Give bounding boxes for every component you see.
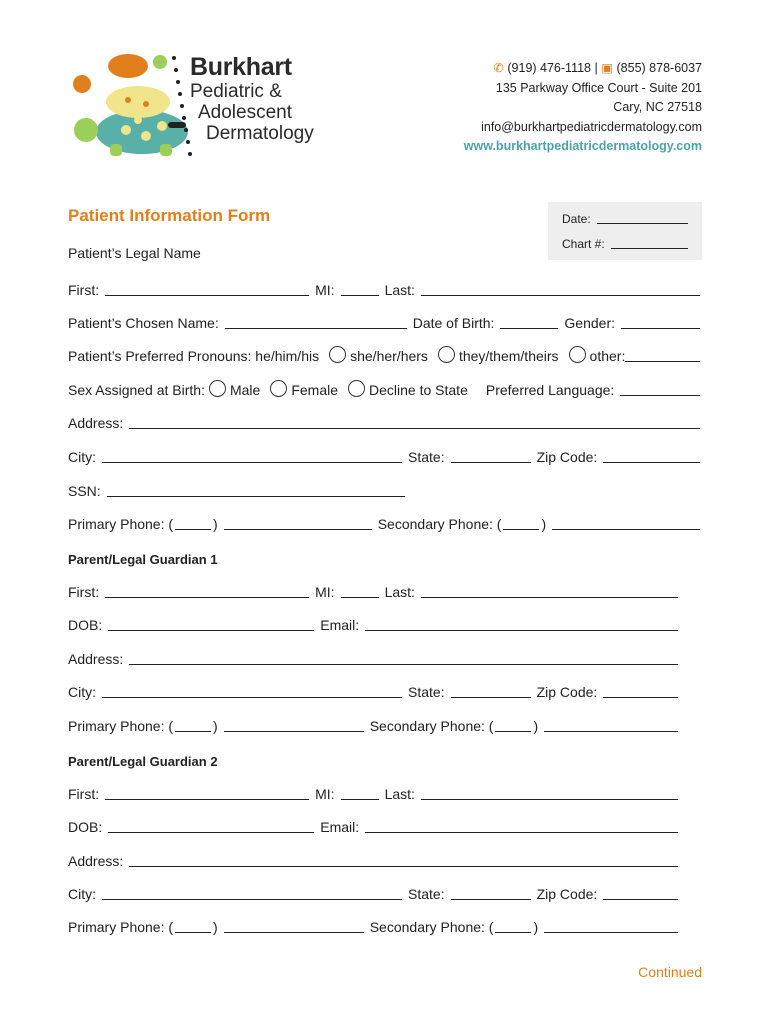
she-her-label: she/her/hers [350, 348, 428, 364]
phone-icon: ✆ [493, 61, 504, 75]
last-label: Last: [384, 282, 415, 298]
email-field[interactable] [365, 818, 678, 833]
email-address: info@burkhartpediatricdermatology.com [481, 119, 702, 134]
guardian-2-heading: Parent/Legal Guardian 2 [68, 754, 218, 769]
last-field[interactable] [421, 785, 678, 800]
date-label: Date: [562, 212, 591, 226]
state-label: State: [408, 684, 445, 700]
first-field[interactable] [105, 281, 309, 296]
last-field[interactable] [421, 281, 700, 296]
brand-name [190, 55, 314, 143]
gender-field[interactable] [621, 314, 700, 329]
language-label: Preferred Language: [485, 382, 615, 398]
female-radio[interactable] [270, 380, 287, 397]
dob-label: DOB: [68, 617, 103, 633]
secondary-phone-label: Secondary Phone: ( [377, 516, 502, 532]
address-row [68, 411, 700, 431]
brand-line-3: Adolescent [198, 102, 293, 123]
dob-label: Date of Birth: [412, 315, 495, 331]
brand-line-2: Pediatric & [190, 81, 282, 102]
guardian-2-name-row [68, 782, 678, 802]
fax-icon: ▣ [601, 61, 614, 75]
address-label: Address: [68, 853, 124, 869]
chosen-name-row [68, 311, 700, 331]
paren-close: ) [213, 516, 218, 532]
primary-phone-label: Primary Phone: ( [68, 919, 174, 935]
zip-field[interactable] [603, 448, 700, 463]
fax-number: (855) 878-6037 [616, 61, 702, 75]
dob-field[interactable] [108, 616, 314, 631]
primary-phone-label: Primary Phone: ( [68, 718, 174, 734]
ssn-field[interactable] [107, 482, 405, 497]
mi-field[interactable] [341, 281, 379, 296]
secondary-phone-field[interactable] [544, 918, 678, 933]
city-field[interactable] [102, 683, 402, 698]
last-label: Last: [384, 584, 415, 600]
first-label: First: [68, 584, 100, 600]
address-field[interactable] [129, 414, 700, 429]
secondary-area-code[interactable] [495, 918, 531, 933]
date-field[interactable] [562, 212, 688, 226]
separator: | [594, 61, 598, 75]
ssn-label: SSN: [68, 483, 101, 499]
email-label: Email: [320, 617, 360, 633]
state-field[interactable] [451, 448, 531, 463]
chosen-name-label: Patient’s Chosen Name: [68, 315, 219, 331]
secondary-area-code[interactable] [503, 515, 539, 530]
first-label: First: [68, 786, 100, 802]
male-radio[interactable] [209, 380, 226, 397]
guardian-2-phone-row [68, 915, 678, 935]
mi-label: MI: [315, 786, 335, 802]
zip-field[interactable] [603, 683, 678, 698]
secondary-phone-field[interactable] [544, 717, 678, 732]
decline-radio[interactable] [348, 380, 365, 397]
zip-field[interactable] [603, 885, 678, 900]
sex-label: Sex Assigned at Birth: [68, 382, 205, 398]
guardian-2-city-row [68, 882, 678, 902]
paren-close: ) [213, 919, 218, 935]
form-title: Patient Information Form [68, 206, 271, 225]
address-line-2: Cary, NC 27518 [613, 100, 702, 114]
last-label: Last: [384, 786, 415, 802]
guardian-2-address-row [68, 849, 678, 869]
guardian-1-city-row [68, 680, 678, 700]
patient-name-row [68, 278, 700, 298]
dob-label: DOB: [68, 819, 103, 835]
male-label: Male [229, 382, 261, 398]
she-her-radio[interactable] [329, 346, 346, 363]
state-label: State: [408, 449, 445, 465]
pronouns-row [68, 344, 700, 364]
mi-field[interactable] [341, 583, 379, 598]
zip-label: Zip Code: [536, 886, 598, 902]
other-pronoun-radio[interactable] [569, 346, 586, 363]
first-field[interactable] [105, 583, 309, 598]
address-field[interactable] [129, 650, 678, 665]
other-pronoun-label: other: [589, 348, 626, 364]
guardian-1-phone-row [68, 714, 678, 734]
address-field[interactable] [129, 852, 678, 867]
email-label: Email: [320, 819, 360, 835]
city-label: City: [68, 886, 96, 902]
brand-line-1: Burkhart [190, 53, 292, 81]
city-label: City: [68, 449, 96, 465]
secondary-phone-label: Secondary Phone: ( [369, 919, 494, 935]
legal-name-heading: Patient’s Legal Name [68, 245, 201, 261]
guardian-1-address-row [68, 647, 678, 667]
phone-number: (919) 476-1118 [507, 61, 591, 75]
primary-area-code[interactable] [175, 918, 211, 933]
zip-label: Zip Code: [536, 449, 598, 465]
email-field[interactable] [365, 616, 678, 631]
primary-phone-field[interactable] [224, 515, 372, 530]
brand-line-4: Dermatology [206, 123, 314, 144]
primary-area-code[interactable] [175, 515, 211, 530]
dob-field[interactable] [108, 818, 314, 833]
mi-label: MI: [315, 584, 335, 600]
paren-close: ) [533, 919, 539, 935]
phone-line [464, 59, 702, 79]
first-label: First: [68, 282, 100, 298]
primary-phone-field[interactable] [224, 717, 364, 732]
decline-label: Decline to State [369, 382, 468, 398]
language-field[interactable] [620, 381, 700, 396]
female-label: Female [291, 382, 339, 398]
chart-number-field[interactable] [562, 237, 688, 251]
dob-field[interactable] [500, 314, 558, 329]
chart-label: Chart #: [562, 237, 605, 251]
guardian-1-name-row [68, 580, 678, 600]
secondary-phone-field[interactable] [552, 515, 700, 530]
state-label: State: [408, 886, 445, 902]
state-field[interactable] [451, 683, 531, 698]
city-row [68, 445, 700, 465]
city-field[interactable] [102, 448, 402, 463]
contact-block [464, 59, 702, 157]
primary-phone-label: Primary Phone: ( [68, 516, 174, 532]
pronouns-label: Patient’s Preferred Pronouns: he/him/his [68, 348, 320, 364]
address-line-1: 135 Parkway Office Court - Suite 201 [495, 80, 702, 95]
secondary-area-code[interactable] [495, 717, 531, 732]
office-use-box [548, 202, 702, 260]
paren-close: ) [533, 718, 539, 734]
ssn-row [68, 479, 700, 499]
paren-close: ) [541, 516, 547, 532]
address-label: Address: [68, 651, 124, 667]
chosen-name-field[interactable] [225, 314, 407, 329]
sex-row [68, 378, 700, 398]
state-field[interactable] [451, 885, 531, 900]
city-field[interactable] [102, 885, 402, 900]
phone-row [68, 512, 700, 532]
mi-field[interactable] [341, 785, 379, 800]
mi-label: MI: [315, 282, 335, 298]
first-field[interactable] [105, 785, 309, 800]
guardian-1-dob-row [68, 613, 678, 633]
primary-area-code[interactable] [175, 717, 211, 732]
they-them-label: they/them/theirs [458, 348, 559, 364]
address-label: Address: [68, 415, 124, 431]
paren-close: ) [213, 718, 218, 734]
zip-label: Zip Code: [536, 684, 598, 700]
last-field[interactable] [421, 583, 678, 598]
continued-label: Continued [638, 964, 702, 980]
secondary-phone-label: Secondary Phone: ( [369, 718, 494, 734]
guardian-1-heading: Parent/Legal Guardian 1 [68, 552, 218, 567]
other-pronoun-field[interactable] [625, 347, 700, 362]
website-link[interactable]: www.burkhartpediatricdermatology.com [463, 139, 702, 153]
gender-label: Gender: [564, 315, 616, 331]
they-them-radio[interactable] [438, 346, 455, 363]
guardian-2-dob-row [68, 815, 678, 835]
city-label: City: [68, 684, 96, 700]
primary-phone-field[interactable] [224, 918, 364, 933]
